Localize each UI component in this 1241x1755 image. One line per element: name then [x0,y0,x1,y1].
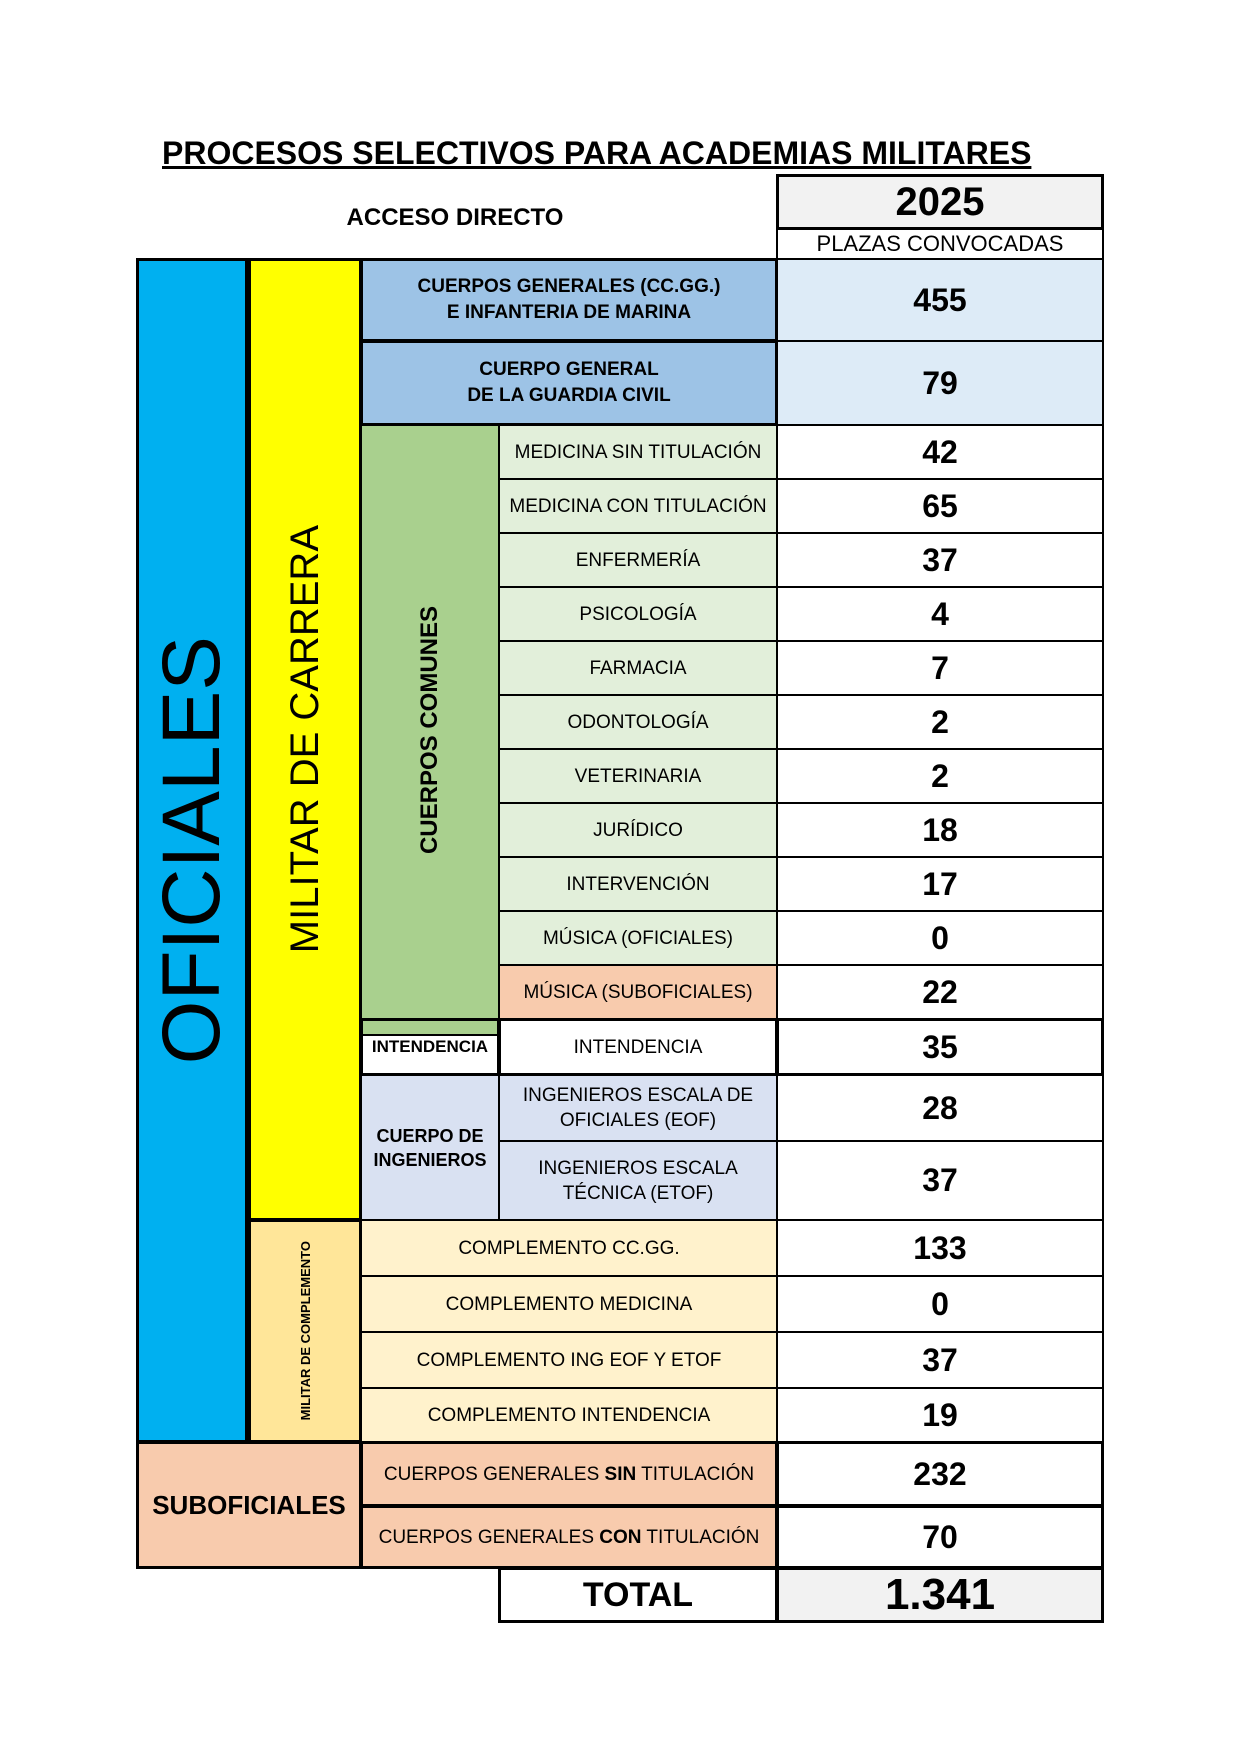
militar-complemento-group [248,1219,362,1443]
cc-row-label [498,586,778,642]
comp-medicina-value: 0 [931,1285,949,1322]
cc-musica-suboficiales-value: 22 [922,973,958,1010]
total-value: 1.341 [884,1570,996,1619]
ing-row-value [776,1074,1104,1142]
guardia-civil-label-cell [360,340,778,426]
comp-row-label [360,1331,778,1389]
comp-row-value [776,1331,1104,1389]
cc-musica-suboficiales-label: MÚSICA (SUBOFICIALES) [523,981,753,1003]
comp-ing-value: 37 [922,1341,958,1378]
ccgg-label-line1: CUERPOS GENERALES (CC.GG.) [417,276,721,297]
comp-ccgg-label: COMPLEMENTO CC.GG. [458,1237,680,1259]
cc-row-value [776,478,1104,534]
suboficiales-label: SUBOFICIALES [152,1489,346,1520]
cc-medicina-sin-label: MEDICINA SIN TITULACIÓN [514,441,762,463]
cc-row-value [776,694,1104,750]
ing-etof-value: 37 [922,1162,958,1198]
intendencia-label: INTENDENCIA [573,1036,703,1058]
cc-row-label [498,856,778,912]
column-header [776,228,1104,260]
comp-row-value [776,1387,1104,1443]
column-label: PLAZAS CONVOCADAS [816,231,1064,256]
sub-sin-label-post: TITULACIÓN [636,1463,755,1485]
sub-con-label [377,1525,762,1550]
cc-row-label [498,478,778,534]
guardia-civil-value-cell [776,340,1104,426]
cc-row-label [498,694,778,750]
sub-sin-label [380,1462,758,1487]
cc-row-label [498,964,778,1020]
suboficiales-group [136,1441,362,1569]
ing-row-label [498,1140,778,1221]
ing-row-value [776,1140,1104,1221]
cc-row-value [776,856,1104,912]
ing-eof-value: 28 [922,1089,958,1126]
comp-ccgg-value: 133 [913,1229,967,1266]
intendencia-group [360,1018,500,1076]
sub-row-label [360,1505,778,1569]
total-label: TOTAL [582,1575,694,1614]
cc-row-value [776,586,1104,642]
ccgg-value: 455 [913,281,967,318]
comp-row-label [360,1387,778,1443]
cc-psicologia-label: PSICOLOGÍA [579,603,697,625]
cc-farmacia-value: 7 [931,649,949,686]
comp-ing-label: COMPLEMENTO ING EOF Y ETOF [416,1349,722,1371]
cc-row-label [498,640,778,696]
comp-intendencia-value: 19 [922,1396,958,1433]
total-value-cell [776,1567,1104,1623]
sub-row-value [776,1441,1104,1507]
cc-row-label [498,532,778,588]
cc-intervencion-label: INTERVENCIÓN [566,873,710,895]
militar-complemento-label: MILITAR DE COMPLEMENTO [297,1241,313,1421]
ingenieros-group [360,1074,500,1221]
cc-row-label [498,802,778,858]
guardia-civil-label-line2: DE LA GUARDIA CIVIL [467,385,671,406]
intendencia-value: 35 [922,1028,958,1065]
sub-row-label [360,1441,778,1507]
cc-medicina-sin-value: 42 [922,433,958,470]
sub-con-label-post: TITULACIÓN [641,1526,760,1548]
ing-etof-label: INGENIEROS ESCALA TÉCNICA (ETOF) [538,1157,738,1204]
militar-carrera-label: MILITAR DE CARRERA [282,525,327,954]
cc-odontologia-value: 2 [931,703,949,740]
comp-intendencia-label: COMPLEMENTO INTENDENCIA [427,1404,711,1426]
cc-odontologia-label: ODONTOLOGÍA [567,711,709,733]
ing-row-label [498,1074,778,1142]
cuerpos-comunes-label: CUERPOS COMUNES [416,605,443,855]
ing-eof-label: INGENIEROS ESCALA DE OFICIALES (EOF) [522,1085,754,1131]
guardia-civil-label-line1: CUERPO GENERAL [479,359,659,380]
ccgg-label-line2: E INFANTERIA DE MARINA [446,302,692,323]
comp-row-label [360,1219,778,1277]
cuerpos-comunes-group [360,424,500,1036]
cc-row-label [498,424,778,480]
cc-enfermeria-value: 37 [922,541,958,578]
access-subtitle: ACCESO DIRECTO [346,204,564,231]
cc-row-value [776,640,1104,696]
oficiales-label: OFICIALES [146,636,237,1065]
cc-juridico-value: 18 [922,811,958,848]
cc-juridico-label: JURÍDICO [593,819,683,841]
ccgg-value-cell [776,258,1104,342]
cc-musica-oficiales-label: MÚSICA (OFICIALES) [542,927,734,949]
cc-intervencion-value: 17 [922,865,958,902]
intendencia-group-label: INTENDENCIA [371,1037,489,1056]
cc-row-label [498,910,778,966]
comp-row-label [360,1275,778,1333]
cc-row-value [776,424,1104,480]
ingenieros-group-label: CUERPO DE INGENIEROS [373,1125,487,1170]
cc-musica-oficiales-value: 0 [931,919,949,956]
page-title: PROCESOS SELECTIVOS PARA ACADEMIAS MILITARES [162,135,1032,171]
cc-farmacia-label: FARMACIA [589,657,687,679]
ccgg-label-cell [360,258,778,342]
comp-row-value [776,1219,1104,1277]
intendencia-value-cell [776,1018,1104,1076]
year-header [776,174,1104,230]
oficiales-group [136,258,248,1443]
cc-row-value [776,910,1104,966]
cc-veterinaria-label: VETERINARIA [574,765,702,787]
sub-sin-value: 232 [913,1455,967,1492]
comp-medicina-label: COMPLEMENTO MEDICINA [445,1293,693,1315]
cc-medicina-con-label: MEDICINA CON TITULACIÓN [509,495,767,517]
cc-row-label [498,748,778,804]
year-label: 2025 [895,179,985,224]
sub-sin-label-bold: SIN [604,1463,637,1485]
sub-con-label-pre: CUERPOS GENERALES [378,1526,600,1548]
cc-row-value [776,964,1104,1020]
cc-row-value [776,802,1104,858]
sub-con-label-bold: CON [599,1526,642,1548]
cc-enfermeria-label: ENFERMERÍA [575,549,701,571]
total-label-cell [498,1567,778,1623]
sub-con-value: 70 [922,1518,958,1555]
militar-carrera-group [248,258,362,1221]
cc-psicologia-value: 4 [931,595,949,632]
intendencia-label-cell [498,1018,778,1076]
cc-veterinaria-value: 2 [931,757,949,794]
cc-row-value [776,748,1104,804]
cc-row-value [776,532,1104,588]
sub-row-value [776,1505,1104,1569]
sub-sin-label-pre: CUERPOS GENERALES [383,1463,605,1485]
comp-row-value [776,1275,1104,1333]
guardia-civil-value: 79 [922,364,958,401]
cc-medicina-con-value: 65 [922,487,958,524]
